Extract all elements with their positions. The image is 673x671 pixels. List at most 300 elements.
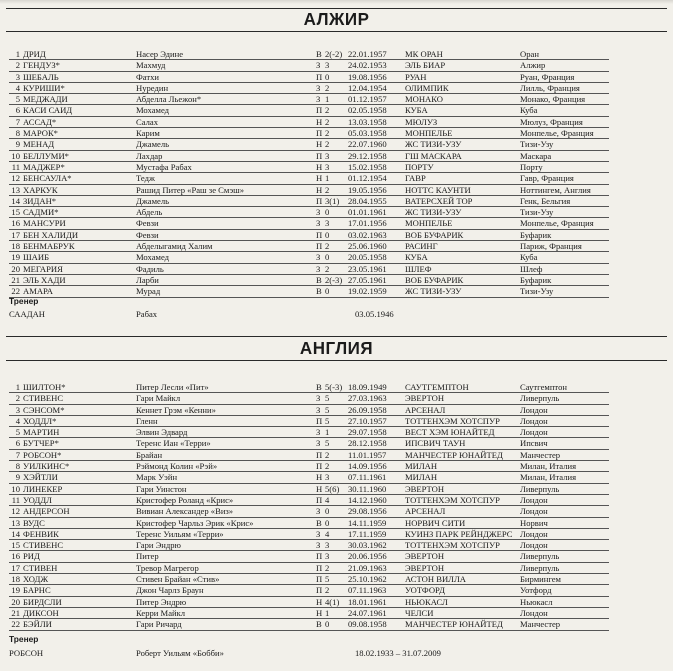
player-club: НОРВИЧ СИТИ — [405, 517, 466, 528]
player-surname: ДИКСОН — [23, 607, 59, 618]
player-position: З — [316, 540, 321, 551]
player-surname: МЕНАД — [23, 139, 55, 150]
player-birthdate: 07.11.1963 — [348, 585, 387, 596]
player-city: Монако, Франция — [520, 94, 586, 105]
player-surname: БЕНСАУЛА* — [23, 173, 72, 184]
player-surname: ЭЛЬ ХАДИ — [23, 274, 66, 285]
player-games: 2 — [325, 105, 330, 116]
player-row — [9, 405, 609, 416]
player-name: Лахдар — [136, 150, 163, 161]
player-birthdate: 27.05.1961 — [348, 274, 387, 285]
player-position: Н — [316, 161, 323, 172]
player-birthdate: 09.08.1958 — [348, 619, 387, 630]
player-position: П — [316, 562, 323, 573]
player-row — [9, 495, 609, 506]
player-city: Лондон — [520, 427, 548, 438]
player-name: Гари Майкл — [136, 393, 181, 404]
player-row — [9, 173, 609, 184]
player-name: Теренс Уильям «Терри» — [136, 528, 224, 539]
player-surname: ЗИДАН* — [23, 195, 57, 206]
player-games: 0 — [325, 252, 330, 263]
player-birthdate: 01.01.1961 — [348, 207, 387, 218]
player-position: П — [316, 494, 323, 505]
player-surname: БУТЧЕР* — [23, 438, 59, 449]
player-birthdate: 19.02.1959 — [348, 286, 387, 297]
player-club: ГШ МАСКАРА — [405, 150, 462, 161]
player-birthdate: 26.09.1958 — [348, 404, 387, 415]
player-row — [9, 128, 609, 139]
player-row — [9, 185, 609, 196]
player-city: Буфарик — [520, 274, 552, 285]
player-row — [9, 574, 609, 585]
player-birthdate: 12.04.1954 — [348, 82, 387, 93]
player-number: 11 — [11, 161, 20, 172]
player-row — [9, 286, 609, 297]
player-name: Гари Уинстон — [136, 483, 187, 494]
player-row — [9, 597, 609, 608]
player-games: 5 — [325, 415, 330, 426]
player-name: Теренс Иан «Терри» — [136, 438, 211, 449]
player-number: 4 — [15, 415, 20, 426]
player-row — [9, 619, 609, 630]
player-position: П — [316, 551, 323, 562]
player-birthdate: 01.12.1957 — [348, 94, 387, 105]
player-position: В — [316, 382, 322, 392]
player-name: Мохамед — [136, 105, 170, 116]
player-city: Ипсвич — [520, 438, 548, 449]
player-club: ПОРТУ — [405, 161, 434, 172]
player-club: МОНПЕЛЬЕ — [405, 218, 453, 229]
team-title-algeria: АЛЖИР — [303, 9, 370, 30]
player-city: Ливерпуль — [520, 483, 560, 494]
player-club: ЖС ТИЗИ-УЗУ — [405, 139, 462, 150]
player-surname: КУРИШИ* — [23, 82, 65, 93]
player-name: Карим — [136, 128, 160, 139]
player-city: Уотфорд — [520, 585, 552, 596]
player-games: 4 — [325, 528, 330, 539]
player-position: В — [316, 274, 322, 285]
player-club: ВОБ БУФАРИК — [405, 274, 464, 285]
player-birthdate: 02.05.1958 — [348, 105, 387, 116]
player-games: 2 — [325, 562, 330, 573]
player-club: РАСИНГ — [405, 241, 438, 252]
player-name: Питер — [136, 551, 159, 562]
player-number: 12 — [11, 506, 20, 517]
player-club: МЮЛУЗ — [405, 116, 438, 127]
player-row — [9, 94, 609, 105]
player-games: 0 — [325, 517, 330, 528]
player-position: Н — [316, 607, 323, 618]
player-birthdate: 28.12.1958 — [348, 438, 387, 449]
player-number: 16 — [11, 551, 20, 562]
player-birthdate: 24.07.1961 — [348, 607, 387, 618]
player-position: Н — [316, 472, 323, 483]
player-position: З — [316, 218, 321, 229]
player-name: Мохамед — [136, 252, 170, 263]
player-games: 0 — [325, 207, 330, 218]
player-name: Питер Лесли «Пит» — [136, 382, 209, 392]
player-city: Монпелье, Франция — [520, 218, 594, 229]
player-surname: МАНСУРИ — [23, 218, 66, 229]
player-number: 13 — [11, 517, 20, 528]
player-name: Рашид Питер «Раш зе Смэш» — [136, 184, 245, 195]
player-surname: ДРИД — [23, 49, 46, 59]
player-club: МК ОРАН — [405, 49, 443, 59]
player-games: 0 — [325, 506, 330, 517]
player-number: 2 — [15, 60, 20, 71]
player-position: З — [316, 82, 321, 93]
section-rule-bottom — [6, 360, 667, 361]
player-number: 19 — [11, 585, 20, 596]
coach-dates: 03.05.1946 — [355, 309, 394, 319]
player-birthdate: 17.01.1956 — [348, 218, 387, 229]
player-name: Тревор Магрегор — [136, 562, 199, 573]
player-games: 2 — [325, 116, 330, 127]
player-surname: ШАИБ — [23, 252, 50, 263]
player-games: 0 — [325, 71, 330, 82]
player-number: 1 — [15, 382, 20, 392]
player-club: МОНАКО — [405, 94, 443, 105]
coach-row — [9, 648, 609, 659]
player-club: МАНЧЕСТЕР ЮНАЙТЕД — [405, 619, 503, 630]
player-games: 5 — [325, 574, 330, 585]
player-name: Фатхи — [136, 71, 160, 82]
player-surname: БЕН ХАЛИДИ — [23, 229, 79, 240]
player-birthdate: 24.02.1953 — [348, 60, 387, 71]
player-club: КУБА — [405, 105, 428, 116]
player-position: Н — [316, 596, 323, 607]
player-surname: МАРТИН — [23, 427, 60, 438]
player-city: Монпелье, Франция — [520, 128, 594, 139]
player-games: 2 — [325, 184, 330, 195]
player-birthdate: 07.11.1961 — [348, 472, 387, 483]
player-surname: АМАРА — [23, 286, 53, 297]
player-name: Абдель — [136, 207, 163, 218]
player-name: Кеннет Грэм «Кенни» — [136, 404, 216, 415]
player-city: Ливерпуль — [520, 562, 560, 573]
player-surname: ГЕНДУЗ* — [23, 60, 60, 71]
player-surname: ВУДС — [23, 517, 45, 528]
player-row — [9, 139, 609, 150]
coach-label: Тренер — [9, 634, 39, 644]
player-row — [9, 241, 609, 252]
squad-list-algeria — [9, 49, 609, 298]
player-position: П — [316, 195, 323, 206]
player-club: ЭВЕРТОН — [405, 551, 445, 562]
player-surname: ХЭЙТЛИ — [23, 472, 58, 483]
player-club: ЭВЕРТОН — [405, 393, 445, 404]
player-row — [9, 608, 609, 619]
player-position: З — [316, 528, 321, 539]
player-surname: ХАРКУК — [23, 184, 58, 195]
player-number: 15 — [11, 540, 20, 551]
player-row — [9, 585, 609, 596]
player-row — [9, 551, 609, 562]
player-club: ЖС ТИЗИ-УЗУ — [405, 207, 462, 218]
player-club: АРСЕНАЛ — [405, 404, 446, 415]
player-games: 3 — [325, 161, 330, 172]
player-club: ЖС ТИЗИ-УЗУ — [405, 286, 462, 297]
player-club: МАНЧЕСТЕР ЮНАЙТЕД — [405, 449, 503, 460]
player-name: Мустафа Рабах — [136, 161, 192, 172]
player-name: Марк Уэйн — [136, 472, 178, 483]
player-city: Оран — [520, 49, 539, 59]
player-row — [9, 252, 609, 263]
player-row — [9, 151, 609, 162]
player-birthdate: 19.05.1956 — [348, 184, 387, 195]
player-name: Абделыгамид Халим — [136, 241, 213, 252]
player-row — [9, 540, 609, 551]
player-city: Норвич — [520, 517, 548, 528]
player-club: НЬЮКАСЛ — [405, 596, 448, 607]
player-birthdate: 14.11.1959 — [348, 517, 387, 528]
player-surname: УОДДЛ — [23, 494, 52, 505]
player-games: 2 — [325, 82, 330, 93]
player-row — [9, 484, 609, 495]
player-games: 3 — [325, 60, 330, 71]
player-row — [9, 506, 609, 517]
player-birthdate: 05.03.1958 — [348, 128, 387, 139]
player-club: ТОТТЕНХЭМ ХОТСПУР — [405, 494, 500, 505]
player-club: АСТОН ВИЛЛА — [405, 574, 467, 585]
player-games: 5 — [325, 393, 330, 404]
player-games: 5 — [325, 404, 330, 415]
player-name: Февзи — [136, 218, 159, 229]
player-birthdate: 14.09.1956 — [348, 461, 387, 472]
player-city: Милан, Италия — [520, 472, 577, 483]
player-birthdate: 20.05.1958 — [348, 252, 387, 263]
player-number: 10 — [11, 483, 20, 494]
player-club: ЭВЕРТОН — [405, 483, 445, 494]
player-position: З — [316, 438, 321, 449]
player-name: Вивиан Александер «Виз» — [136, 506, 234, 517]
player-name: Салах — [136, 116, 159, 127]
player-city: Лондон — [520, 404, 548, 415]
player-club: ОЛИМПИК — [405, 82, 449, 93]
player-city: Генк, Бельгия — [520, 195, 571, 206]
player-surname: РИД — [23, 551, 40, 562]
player-club: УОТФОРД — [405, 585, 446, 596]
player-club: РУАН — [405, 71, 427, 82]
player-position: З — [316, 393, 321, 404]
player-surname: САДМИ* — [23, 207, 59, 218]
player-city: Милан, Италия — [520, 461, 577, 472]
team-title-england: АНГЛИЯ — [299, 338, 374, 359]
player-number: 8 — [15, 128, 20, 139]
player-number: 3 — [15, 71, 20, 82]
player-name: Питер Эндрю — [136, 596, 187, 607]
coach-surname: РОБСОН — [9, 648, 44, 658]
player-games: 1 — [325, 607, 330, 618]
player-number: 14 — [11, 528, 20, 539]
player-row — [9, 472, 609, 483]
player-row — [9, 382, 609, 393]
player-birthdate: 14.12.1960 — [348, 494, 387, 505]
player-birthdate: 11.01.1957 — [348, 449, 387, 460]
player-number: 10 — [11, 150, 20, 161]
player-birthdate: 20.06.1956 — [348, 551, 387, 562]
player-surname: ШИЛТОН* — [23, 382, 66, 392]
player-surname: ХОДЖ — [23, 574, 49, 585]
player-name: Тедж — [136, 173, 155, 184]
player-surname: ЛИНЕКЕР — [23, 483, 63, 494]
player-number: 21 — [11, 607, 20, 618]
player-birthdate: 23.05.1961 — [348, 263, 387, 274]
player-number: 6 — [15, 438, 20, 449]
player-games: 2 — [325, 461, 330, 472]
player-position: П — [316, 105, 323, 116]
player-club: ЭЛЬ БИАР — [405, 60, 446, 71]
player-surname: УИЛКИНС* — [23, 461, 70, 472]
player-position: З — [316, 252, 321, 263]
player-row — [9, 207, 609, 218]
player-position: З — [316, 60, 321, 71]
player-position: В — [316, 619, 322, 630]
player-city: Порту — [520, 161, 543, 172]
player-row — [9, 196, 609, 207]
player-games: 2 — [325, 585, 330, 596]
player-number: 19 — [11, 252, 20, 263]
player-surname: АНДЕРСОН — [23, 506, 70, 517]
player-number: 2 — [15, 393, 20, 404]
player-club: АРСЕНАЛ — [405, 506, 446, 517]
player-row — [9, 218, 609, 229]
player-birthdate: 21.09.1963 — [348, 562, 387, 573]
player-number: 22 — [11, 619, 20, 630]
player-city: Руан, Франция — [520, 71, 575, 82]
player-games: 2 — [325, 241, 330, 252]
player-row — [9, 49, 609, 60]
player-games: 2 — [325, 449, 330, 460]
player-club: ШЛЕФ — [405, 263, 432, 274]
player-birthdate: 29.08.1956 — [348, 506, 387, 517]
player-city: Ливерпуль — [520, 551, 560, 562]
player-number: 5 — [15, 427, 20, 438]
player-surname: БИРДСЛИ — [23, 596, 62, 607]
coach-surname: СААДАН — [9, 309, 45, 319]
player-city: Куба — [520, 252, 538, 263]
player-name: Кристофер Чарльз Эрик «Крис» — [136, 517, 254, 528]
player-games: 5(-3) — [325, 382, 343, 392]
player-city: Мюлуз, Франция — [520, 116, 583, 127]
player-number: 7 — [15, 449, 20, 460]
player-club: НОТТС КАУНТИ — [405, 184, 471, 195]
player-city: Париж, Франция — [520, 241, 582, 252]
player-surname: МЕГАРИЯ — [23, 263, 63, 274]
player-city: Тизи-Узу — [520, 286, 554, 297]
player-city: Буфарик — [520, 229, 552, 240]
player-number: 8 — [15, 461, 20, 472]
player-games: 1 — [325, 173, 330, 184]
player-birthdate: 22.01.1957 — [348, 49, 387, 59]
player-row — [9, 461, 609, 472]
player-row — [9, 72, 609, 83]
player-city: Тизи-Узу — [520, 139, 554, 150]
player-city: Бирмингем — [520, 574, 562, 585]
page-top-edge — [0, 0, 673, 4]
player-games: 2 — [325, 128, 330, 139]
player-games: 2 — [325, 263, 330, 274]
player-name: Абделла Льежон* — [136, 94, 202, 105]
player-row — [9, 393, 609, 404]
player-games: 3 — [325, 551, 330, 562]
player-position: П — [316, 585, 323, 596]
player-games: 0 — [325, 229, 330, 240]
player-birthdate: 28.04.1955 — [348, 195, 387, 206]
player-club: ЧЕЛСИ — [405, 607, 434, 618]
player-city: Лондон — [520, 607, 548, 618]
player-position: Н — [316, 483, 323, 494]
player-name: Мурад — [136, 286, 161, 297]
player-club: ЭВЕРТОН — [405, 562, 445, 573]
player-club: ГАВР — [405, 173, 426, 184]
coach-name: Роберт Уильям «Бобби» — [136, 648, 224, 658]
player-surname: СТИВЕНС — [23, 393, 64, 404]
player-games: 2 — [325, 139, 330, 150]
player-city: Алжир — [520, 60, 546, 71]
player-city: Ньюкасл — [520, 596, 553, 607]
player-games: 3 — [325, 540, 330, 551]
player-position: З — [316, 427, 321, 438]
player-club: МОНПЕЛЬЕ — [405, 128, 453, 139]
player-position: П — [316, 150, 323, 161]
player-number: 18 — [11, 241, 20, 252]
player-birthdate: 29.07.1958 — [348, 427, 387, 438]
player-club: ВАТЕРСХЕЙ ТОР — [405, 195, 473, 206]
player-city: Саутгемптон — [520, 382, 567, 392]
player-surname: БЕЛЛУМИ* — [23, 150, 69, 161]
player-name: Элвин Эдвард — [136, 427, 188, 438]
player-row — [9, 450, 609, 461]
player-surname: СЭНСОМ* — [23, 404, 65, 415]
player-surname: АССАД* — [23, 116, 57, 127]
player-number: 12 — [11, 173, 20, 184]
player-number: 5 — [15, 94, 20, 105]
player-city: Лондон — [520, 540, 548, 551]
player-games: 5 — [325, 438, 330, 449]
player-surname: МАДЖЕР* — [23, 161, 65, 172]
player-city: Лондон — [520, 415, 548, 426]
player-row — [9, 162, 609, 173]
player-city: Лилль, Франция — [520, 82, 580, 93]
player-row — [9, 275, 609, 286]
player-name: Рэймонд Колин «Рэй» — [136, 461, 218, 472]
player-club: КУБА — [405, 252, 428, 263]
coach-dates: 18.02.1933 – 31.07.2009 — [355, 648, 441, 658]
player-games: 3 — [325, 472, 330, 483]
player-games: 4(1) — [325, 596, 340, 607]
player-surname: ФЕНВИК — [23, 528, 59, 539]
player-club: ИПСВИЧ ТАУН — [405, 438, 466, 449]
player-row — [9, 83, 609, 94]
player-position: Н — [316, 173, 323, 184]
player-number: 9 — [15, 472, 20, 483]
player-name: Гари Ричард — [136, 619, 182, 630]
player-birthdate: 29.12.1958 — [348, 150, 387, 161]
player-club: ВОБ БУФАРИК — [405, 229, 464, 240]
player-city: Лондон — [520, 494, 548, 505]
player-number: 20 — [11, 596, 20, 607]
player-position: З — [316, 506, 321, 517]
player-row — [9, 264, 609, 275]
player-number: 11 — [11, 494, 20, 505]
player-games: 1 — [325, 94, 330, 105]
player-games: 0 — [325, 286, 330, 297]
player-birthdate: 25.06.1960 — [348, 241, 387, 252]
player-birthdate: 25.10.1962 — [348, 574, 387, 585]
player-row — [9, 230, 609, 241]
player-position: З — [316, 207, 321, 218]
